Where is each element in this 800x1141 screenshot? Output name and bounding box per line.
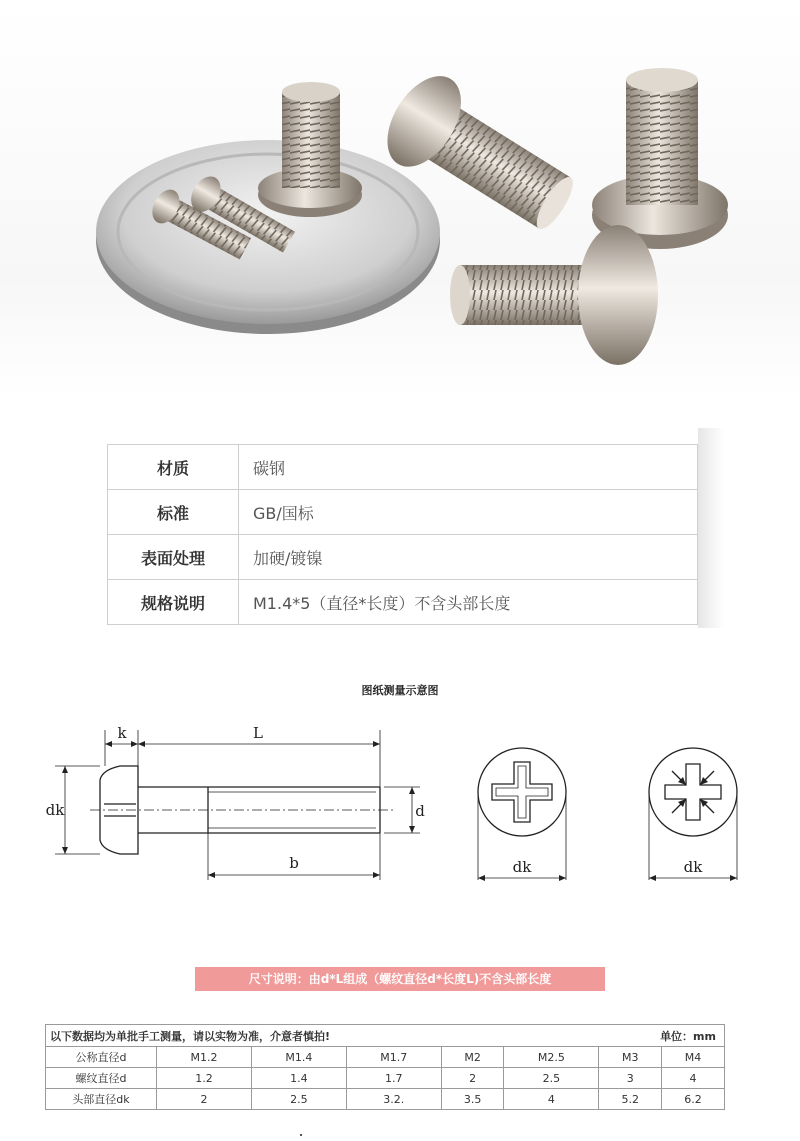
spec-key: 规格说明	[108, 580, 239, 625]
table-cell: 5.2	[599, 1089, 662, 1110]
table-cell: 1.4	[251, 1068, 346, 1089]
row-label: 头部直径dk	[46, 1089, 157, 1110]
measurement-note: 以下数据均为单批手工测量，请以实物为准，介意者慎拍!	[50, 1029, 331, 1043]
table-row	[46, 1089, 725, 1110]
spec-value: M1.4*5（直径*长度）不含头部长度	[239, 580, 698, 625]
table-row	[108, 445, 698, 490]
table-cell: M3	[599, 1047, 662, 1068]
table-row	[46, 1047, 725, 1068]
product-photo	[0, 0, 800, 400]
table-note-row	[46, 1025, 725, 1047]
spec-value: 碳钢	[239, 445, 698, 490]
spec-table	[107, 444, 698, 625]
table-cell: 1.2	[157, 1068, 252, 1089]
table-cell: 3	[599, 1068, 662, 1089]
measurement-table	[45, 1024, 725, 1110]
diagram-title: 图纸测量示意图	[361, 684, 439, 697]
dim-label-d: d	[415, 802, 425, 820]
table-cell: 2	[441, 1068, 504, 1089]
table-cell: M2	[441, 1047, 504, 1068]
row-label: 公称直径d	[46, 1047, 157, 1068]
spec-key: 材质	[108, 445, 239, 490]
screw-dimension-diagram	[0, 700, 800, 900]
dim-label-dk: dk	[45, 801, 65, 819]
table-cell: 3.5	[441, 1089, 504, 1110]
table-cell: M1.7	[346, 1047, 441, 1068]
table-cell: 3.2.	[346, 1089, 441, 1110]
dim-label-b: b	[289, 854, 299, 872]
spec-key: 表面处理	[108, 535, 239, 580]
table-cell: 2	[157, 1089, 252, 1110]
table-cell: M1.2	[157, 1047, 252, 1068]
table-cell: M2.5	[504, 1047, 599, 1068]
table-cell: 4	[504, 1089, 599, 1110]
spec-key: 标准	[108, 490, 239, 535]
table-cell: M4	[662, 1047, 725, 1068]
table-row	[46, 1068, 725, 1089]
dim-label-dk-front: dk	[512, 858, 532, 876]
table-row	[108, 490, 698, 535]
decorative-dot	[300, 1134, 302, 1136]
table-cell: 6.2	[662, 1089, 725, 1110]
dim-label-l: L	[253, 724, 263, 742]
table-cell: 4	[662, 1068, 725, 1089]
spec-value: GB/国标	[239, 490, 698, 535]
table-cell: M1.4	[251, 1047, 346, 1068]
spec-value: 加硬/镀镍	[239, 535, 698, 580]
dim-label-k: k	[117, 724, 127, 742]
table-cell: 1.7	[346, 1068, 441, 1089]
table-cell: 2.5	[504, 1068, 599, 1089]
row-label: 螺纹直径d	[46, 1068, 157, 1089]
dim-label-dk-front-2: dk	[683, 858, 703, 876]
table-row	[108, 535, 698, 580]
table-row	[108, 580, 698, 625]
unit-label: 单位：mm	[660, 1029, 716, 1043]
table-shadow	[698, 428, 724, 628]
screws-photo-illustration	[0, 0, 800, 400]
size-explanation-banner: 尺寸说明：由d*L组成（螺纹直径d*长度L)不含头部长度	[195, 967, 605, 991]
table-cell: 2.5	[251, 1089, 346, 1110]
